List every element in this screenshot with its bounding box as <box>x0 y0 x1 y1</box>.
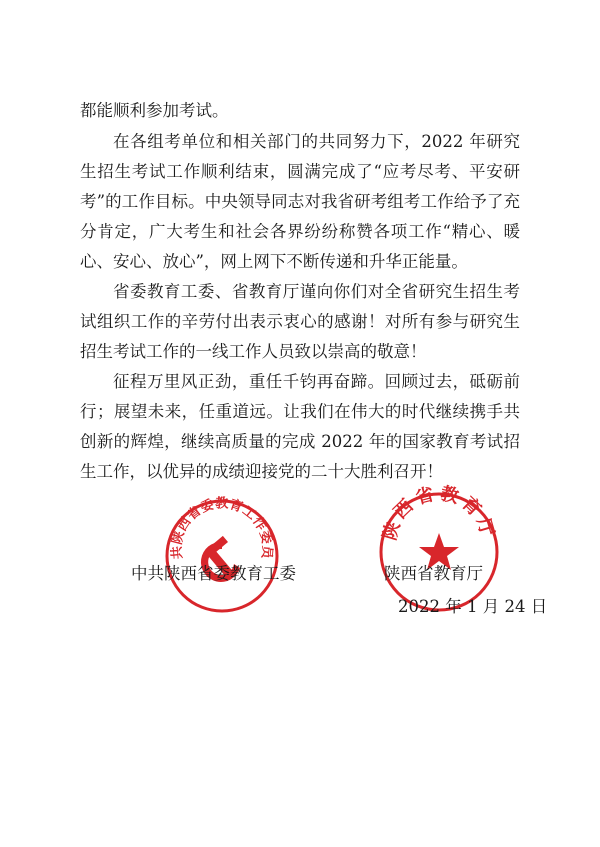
signature-date: 2022 年 1 月 24 日 <box>398 597 548 616</box>
signature-right-org: 陕西省教育厅 <box>384 564 483 583</box>
seal-left-text: 中共陕西省委教育工作委员会 <box>157 487 275 560</box>
paragraph-outlook: 征程万里风正劲，重任千钧再奋蹄。回顾过去，砥砺前行；展望未来，任重道远。让我们在伟大的时代继续携手共创新的辉煌，继续高质量的完成 2022 年的国家教育考试招生工作，以优异的成绩迎接党的二十大胜利召开！ <box>80 372 520 481</box>
official-seal-right <box>378 483 500 613</box>
seal-right-text: 陕西省教育厅 <box>379 483 499 543</box>
official-seal-left <box>157 487 280 614</box>
paragraph-thanks: 省委教育工委、省教育厅谨向你们对全省研究生招生考试组织工作的辛劳付出表示衷心的感谢！对所有参与研究生招生考试工作的一线工作人员致以崇高的敬意！ <box>80 282 520 361</box>
paragraph-opening-fragment: 都能顺利参加考试。 <box>80 101 229 120</box>
paragraph-exam-summary: 在各组考单位和相关部门的共同努力下，2022 年研究生招生考试工作顺利结束，圆满完成了“应考尽考、平安研考”的工作目标。中央领导同志对我省研考组考工作给予了充分肯定，广大考生和社会各界纷纷称赞各项工作“精心、暖心、安心、放心”，网上网下不断传递和升华正能量。 <box>80 132 520 271</box>
signature-left-org: 中共陕西省委教育工委 <box>131 564 296 583</box>
